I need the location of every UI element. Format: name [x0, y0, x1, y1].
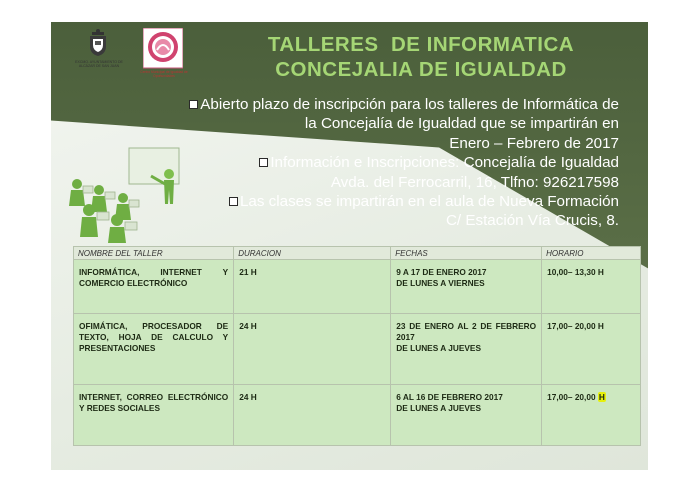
bullet-icon [229, 197, 238, 206]
title-line-2: CONCEJALIA DE IGUALDAD [275, 58, 567, 81]
cell-horario: 10,00– 13,30 H [542, 260, 641, 314]
cell-fechas: 9 A 17 DE ENERO 2017 DE LUNES A VIERNES [391, 260, 542, 314]
ayuntamiento-crest-icon [73, 28, 123, 78]
cell-nombre: INFORMÁTICA, INTERNET Y COMERCIO ELECTRÓNICO [74, 260, 234, 314]
table-row [74, 385, 641, 446]
cell-horario: 17,00– 20,00 H [542, 385, 641, 446]
highlighted-text: H [598, 392, 605, 402]
cell-horario: 17,00– 20,00 H [542, 314, 641, 385]
header-horario: HORARIO [542, 247, 641, 260]
info-line-3: Enero – Febrero de 2017 [449, 134, 619, 152]
classroom-illustration-icon [59, 140, 189, 244]
title-line-1: TALLERES DE INFORMATICA [267, 33, 575, 56]
logos [69, 28, 197, 90]
igualdad-label: Centro Municipal de Igualdad de Oportunidades [140, 70, 188, 78]
info-line-1: Abierto plazo de inscripción para los talleres de Informática de [171, 95, 619, 114]
bullet-icon [189, 100, 198, 109]
cell-fechas: 23 DE ENERO AL 2 DE FEBRERO 2017 DE LUNES A JUEVES [391, 314, 542, 385]
table-row [74, 260, 641, 314]
bullet-icon [259, 158, 268, 167]
info-line-2: la Concejalía de Igualdad que se impartirán en [304, 115, 619, 133]
table-header-row [74, 247, 641, 260]
cell-duracion: 24 H [234, 314, 391, 385]
info-line-5: Avda. del Ferrocarril, 16, Tlfno: 926217598 [330, 173, 619, 191]
info-line-7: C/ Estación Vía Crucis, 8. [445, 212, 619, 230]
info-line-4: Información e Inscripciones: Concejalía de Igualdad [171, 153, 619, 172]
header-duracion: DURACION [234, 247, 391, 260]
info-text-block [171, 95, 619, 231]
flyer-slide [51, 22, 648, 470]
info-line-6: Las clases se impartirán en el aula de Nueva Formación [171, 192, 619, 211]
igualdad-logo-icon [143, 28, 183, 74]
courses-table [73, 246, 641, 446]
cell-duracion: 24 H [234, 385, 391, 446]
flyer-title [231, 32, 611, 82]
cell-nombre: INTERNET, CORREO ELECTRÓNICO Y REDES SOCIALES [74, 385, 234, 446]
cell-nombre: OFIMÁTICA, PROCESADOR DE TEXTO, HOJA DE CALCULO Y PRESENTACIONES [74, 314, 234, 385]
cell-duracion: 21 H [234, 260, 391, 314]
cell-fechas: 6 AL 16 DE FEBRERO 2017 DE LUNES A JUEVES [391, 385, 542, 446]
header-nombre: NOMBRE DEL TALLER [74, 247, 234, 260]
header-fechas: FECHAS [391, 247, 542, 260]
table-row [74, 314, 641, 385]
ayuntamiento-label: EXCMO. AYUNTAMIENTO DE ALCÁZAR DE SAN JUAN [75, 60, 123, 68]
